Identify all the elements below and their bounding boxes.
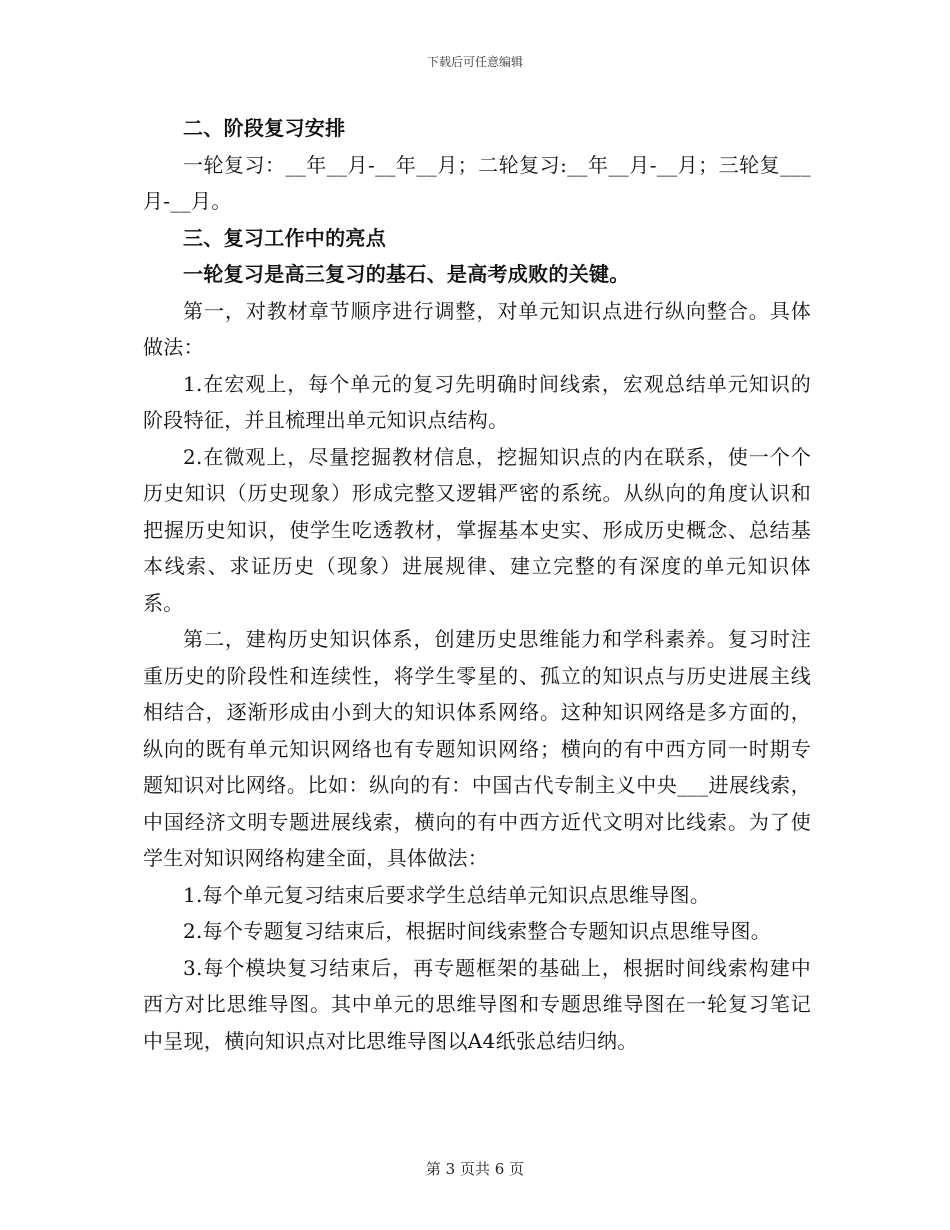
paragraph-method-2: 2.每个专题复习结束后，根据时间线索整合专题知识点思维导图。 [183, 919, 772, 943]
paragraph-review-schedule: 一轮复习：__年__月-__年__月；二轮复习:__年__月-__月；三轮复___月-__月。 [143, 152, 811, 213]
page-header: 下载后可任意编辑 [426, 55, 523, 69]
paragraph-first-point: 第一，对教材章节顺序进行调整，对单元知识点进行纵向整合。具体做法： [143, 298, 811, 359]
section-heading-stage-review: 二、阶段复习安排 [183, 116, 346, 140]
paragraph-macro-method: 1.在宏观上，每个单元的复习先明确时间线索，宏观总结单元知识的阶段特征，并且梳理出单元知识点结构。 [143, 371, 811, 432]
paragraph-method-1: 1.每个单元复习结束后要求学生总结单元知识点思维导图。 [183, 882, 711, 907]
page-footer: 第 3 页共 6 页 [425, 1160, 525, 1178]
subheading-first-round: 一轮复习是高三复习的基石、是高考成败的关键。 [183, 262, 630, 286]
section-heading-highlights: 三、复习工作中的亮点 [183, 225, 386, 250]
paragraph-second-point: 第二，建构历史知识体系，创建历史思维能力和学科素养。复习时注重历史的阶段性和连续性，将学生零星的、孤立的知识点与历史进展主线相结合，逐渐形成由小到大的知识体系网络。这种知识网络是多方面的，纵向的既有单元知识网络也有专题知识网络；横向的有中西方同一时期专题知识对比网络。比如：纵向的有：中国古代专制主义中央___进展线索，中国经济文明专题进展线索，横向的有中西方近代文明对比线索。为了使学生对知识网络构建全面，具体做法： [143, 627, 811, 870]
paragraph-method-3: 3.每个模块复习结束后，再专题框架的基础上，根据时间线索构建中西方对比思维导图。其中单元的思维导图和专题思维导图在一轮复习笔记中呈现，横向知识点对比思维导图以A4纸张总结归纳。 [143, 955, 811, 1053]
document-body [143, 110, 811, 1059]
paragraph-micro-method: 2.在微观上，尽量挖掘教材信息，挖掘知识点的内在联系，使一个个历史知识（历史现象）形成完整又逻辑严密的系统。从纵向的角度认识和把握历史知识，使学生吃透教材，掌握基本史实、形成历史概念、总结基本线索、求证历史（现象）进展规律、建立完整的有深度的单元知识体系。 [143, 444, 811, 615]
